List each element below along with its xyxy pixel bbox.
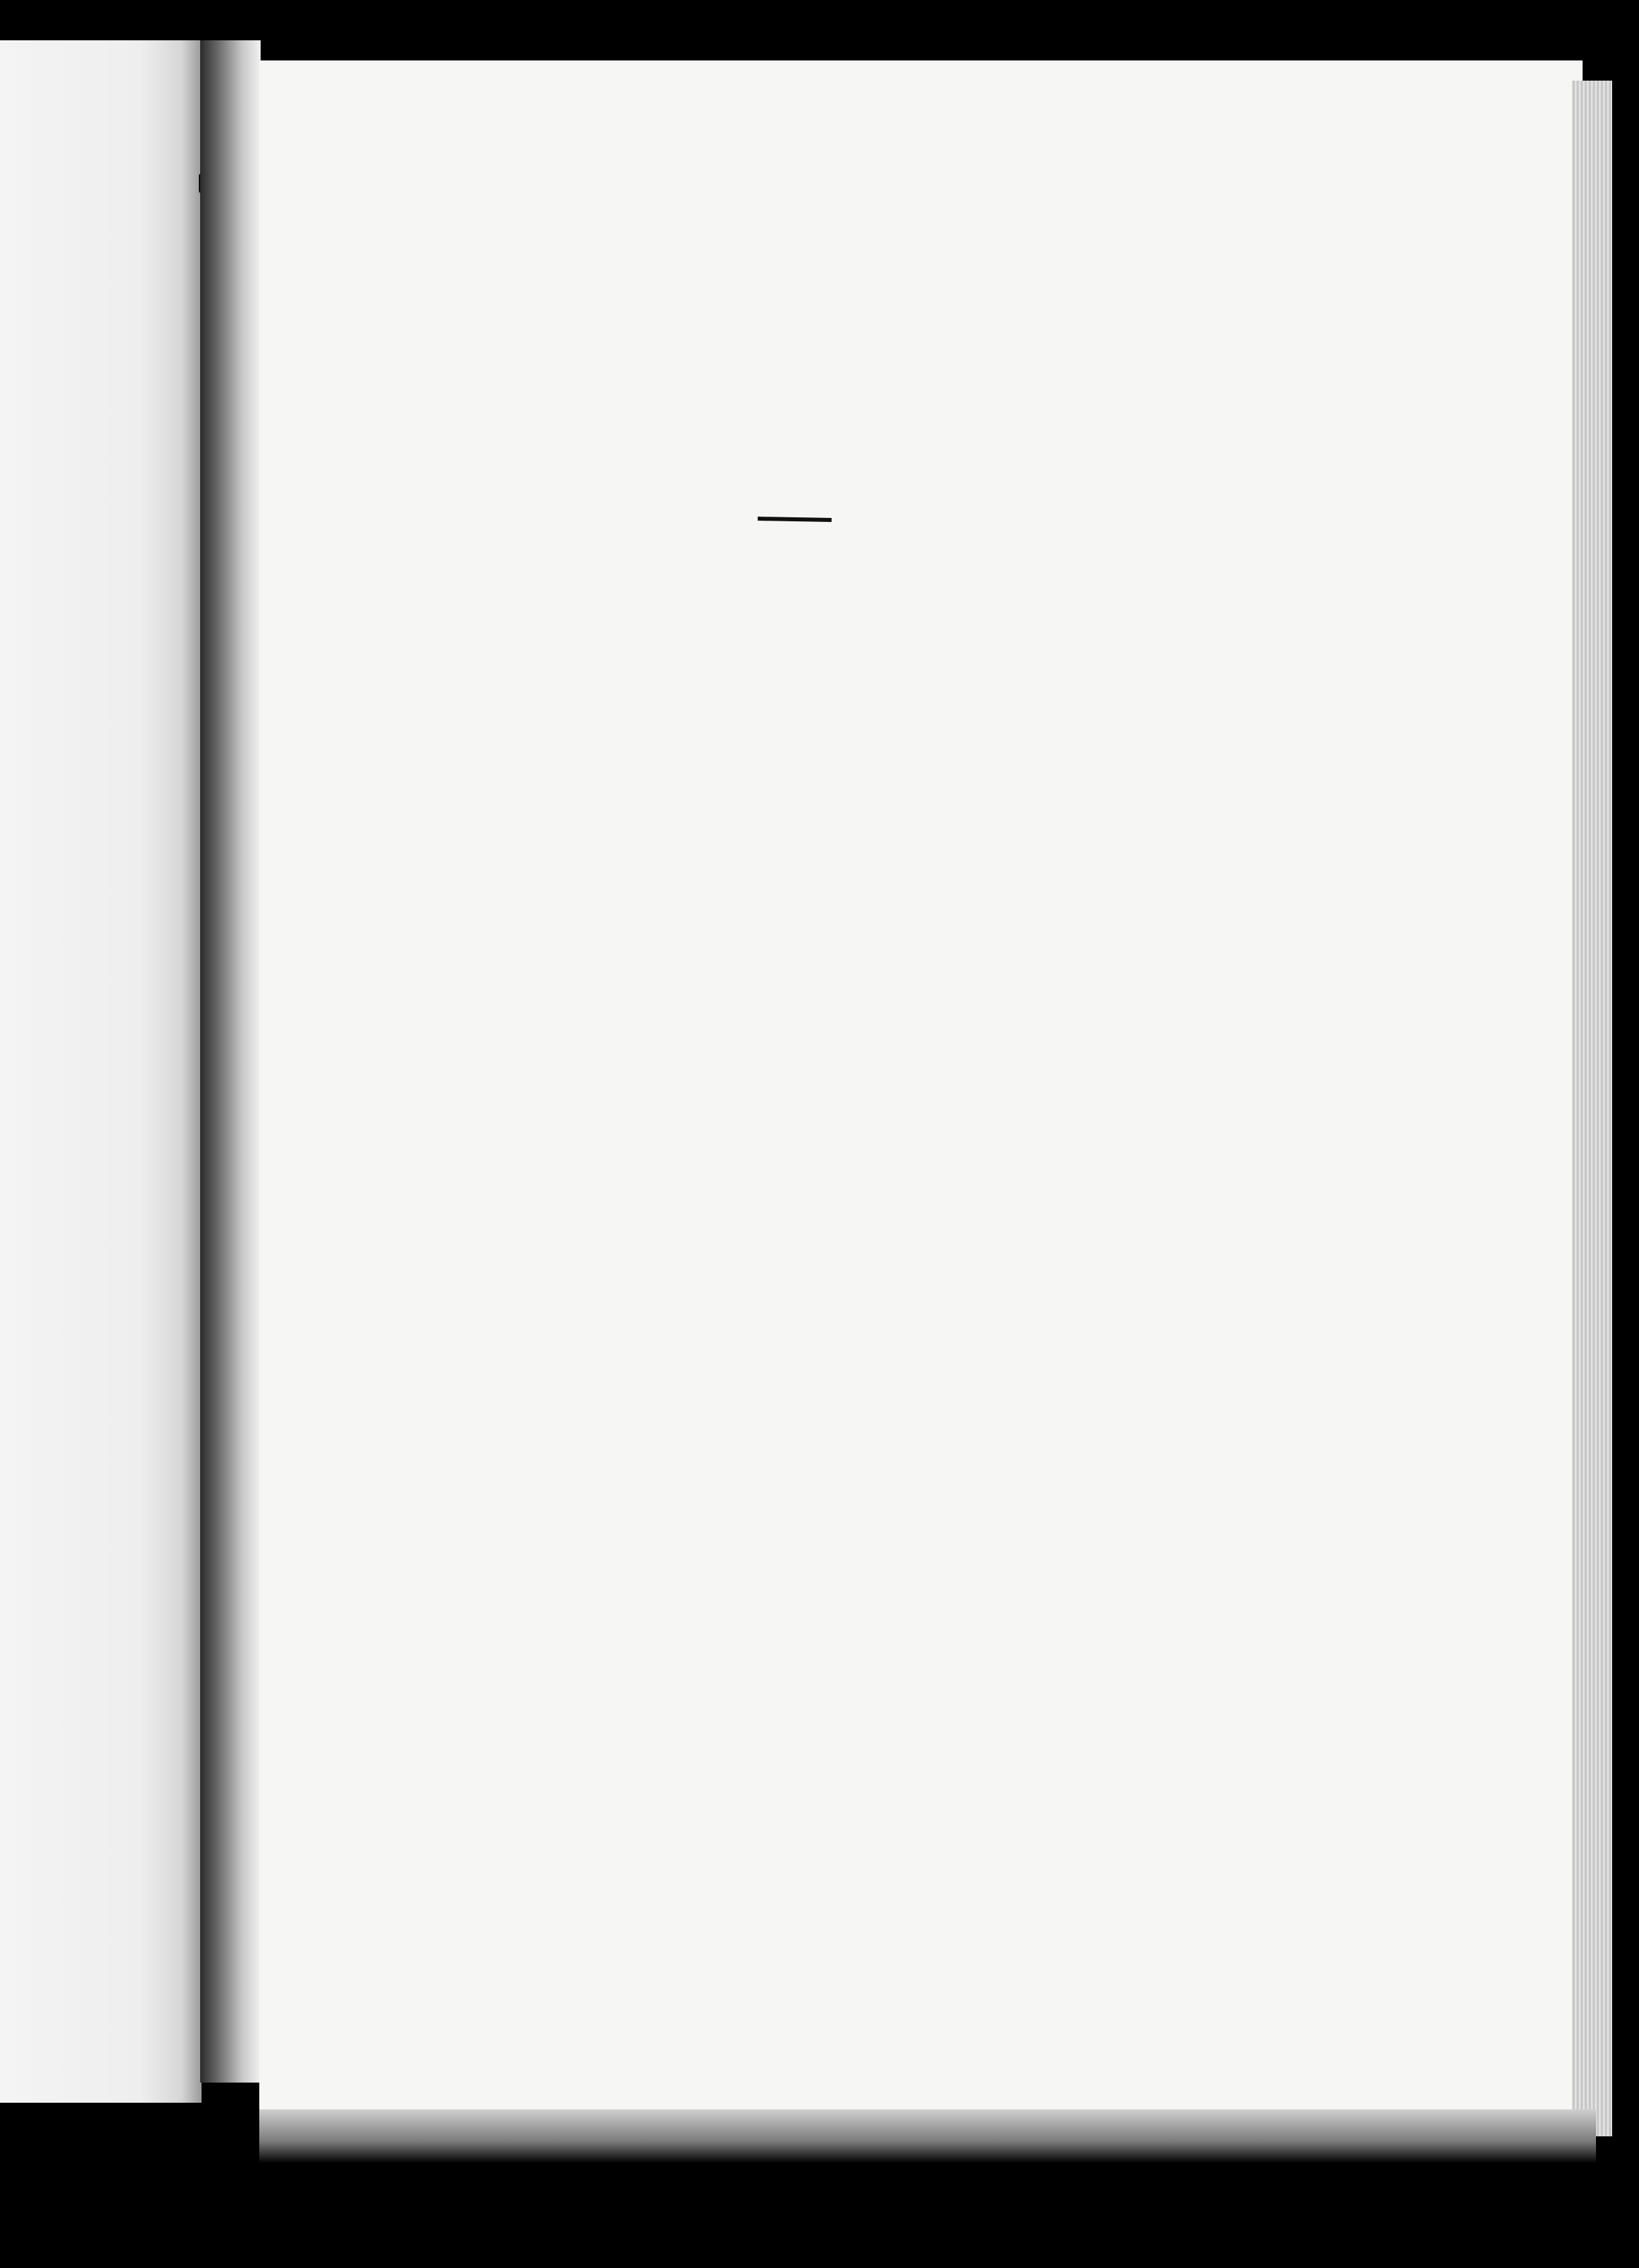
right-page: [259, 60, 1583, 2156]
page-edges: [1572, 81, 1612, 2136]
left-facing-page: [0, 40, 202, 2103]
bottom-shadow: [259, 2109, 1596, 2163]
book-gutter: [200, 40, 261, 2083]
